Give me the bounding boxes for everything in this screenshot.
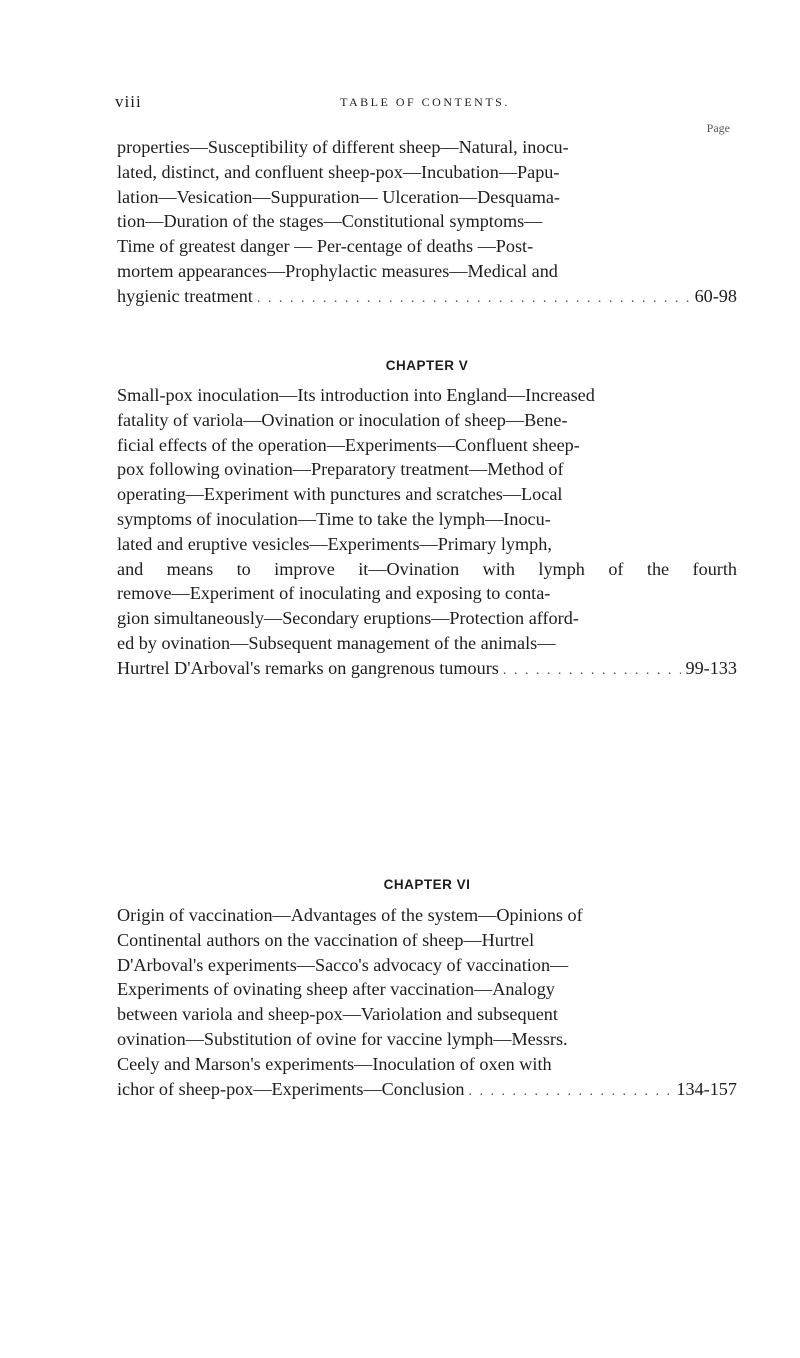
- entry-line: ed by ovination—Subsequent management of the animals—: [117, 632, 556, 653]
- entry-line: Experiments of ovinating sheep after vaccination—Analogy: [117, 979, 555, 1000]
- chapter-heading: CHAPTER V: [385, 358, 469, 373]
- entry-line: D'Arboval's experiments—Sacco's advocacy of vaccination—: [117, 954, 569, 975]
- entry-line: ovination—Substitution of ovine for vaccine lymph—Messrs.: [117, 1028, 568, 1049]
- page-range: 134-157: [676, 1078, 737, 1099]
- chapter-heading: CHAPTER VI: [383, 877, 471, 892]
- entry-line: lated and eruptive vesicles—Experiments—Primary lymph,: [117, 533, 552, 554]
- entry-line: Ceely and Marson's experiments—Inoculation of oxen with: [117, 1053, 552, 1074]
- entry-line: Small-pox inoculation—Its introduction into England—Increased: [117, 385, 595, 405]
- entry-last-line: [117, 656, 737, 681]
- entry-line: remove—Experiment of inoculating and exposing to conta-: [117, 583, 551, 604]
- entry-line: ficial effects of the operation—Experiments—Confluent sheep-: [117, 434, 580, 455]
- entry-final-text: Hurtrel D'Arboval's remarks on gangrenous tumours: [117, 657, 499, 678]
- entry-line: tion—Duration of the stages—Constitutional symptoms—: [117, 211, 543, 232]
- entry-final-text: hygienic treatment: [117, 285, 253, 306]
- entry-final-text: ichor of sheep-pox—Experiments—Conclusion: [117, 1078, 465, 1099]
- entry-line: pox following ovination—Preparatory treatment—Method of: [117, 459, 564, 480]
- toc-entry-chapter-iv: [117, 135, 737, 309]
- entry-line: between variola and sheep-pox—Variolation and subsequent: [117, 1004, 558, 1025]
- running-head-title: TABLE OF CONTENTS.: [340, 95, 510, 109]
- dot-leader: [469, 1080, 673, 1105]
- page-number: viii: [115, 92, 142, 111]
- entry-line: Origin of vaccination—Advantages of the system—Opinions of: [117, 905, 583, 925]
- entry-line: Time of greatest danger — Per-centage of deaths —Post-: [117, 236, 534, 257]
- entry-line: fatality of variola—Ovination or inoculation of sheep—Bene-: [117, 409, 568, 430]
- entry-line: properties—Susceptibility of different sheep—Natural, inocu-: [117, 137, 569, 157]
- entry-line: symptoms of inoculation—Time to take the lymph—Inocu-: [117, 508, 551, 529]
- entry-last-line: [117, 284, 737, 309]
- running-head: [115, 92, 735, 114]
- toc-entry-chapter-v: [117, 383, 737, 681]
- entry-last-line: [117, 1077, 737, 1102]
- page-range: 60-98: [694, 285, 737, 306]
- entry-line: and means to improve it—Ovination with lymph of the fourth: [117, 558, 737, 579]
- page-column-label: Page: [706, 121, 730, 135]
- entry-line: lated, distinct, and confluent sheep-pox—Incubation—Papu-: [117, 161, 560, 182]
- entry-line: lation—Vesication—Suppuration— Ulceration—Desquama-: [117, 186, 560, 207]
- entry-line: mortem appearances—Prophylactic measures—Medical and: [117, 260, 558, 281]
- page-range: 99-133: [685, 657, 737, 678]
- entry-line: gion simultaneously—Secondary eruptions—Protection afford-: [117, 608, 579, 629]
- dot-leader: [257, 287, 691, 312]
- dot-leader: [503, 659, 682, 684]
- entry-line: Continental authors on the vaccination of sheep—Hurtrel: [117, 929, 535, 950]
- entry-line: operating—Experiment with punctures and scratches—Local: [117, 484, 563, 505]
- toc-entry-chapter-vi: [117, 903, 737, 1101]
